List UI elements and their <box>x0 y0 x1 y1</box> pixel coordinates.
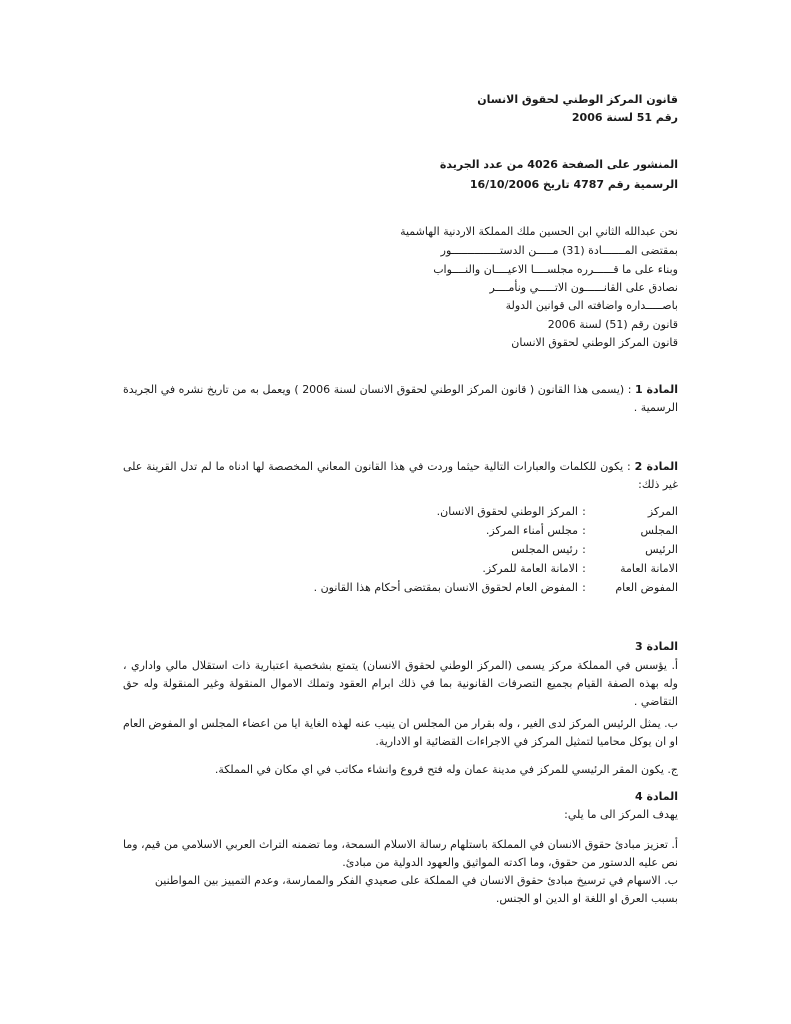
publication-line-1: المنشور على الصفحة 4026 من عدد الجريدة <box>439 158 678 171</box>
preamble-line: وبناء على ما قــــــرره مجلســــا الاعيــــان والنــــواب <box>433 263 678 276</box>
definition-separator: : <box>582 562 586 575</box>
preamble-line: باصـــــداره واضافته الى قوانين الدولة <box>505 299 678 312</box>
definition-term: الرئيس <box>645 543 678 556</box>
article-4-clause-a: أ. تعزيز مبادئ حقوق الانسان في المملكة باستلهام رسالة الاسلام السمحة، وما تضمنه التراث العربي الاسلامي من قيم، وما نص عليه الدستور من حقوق، وما اكدته المواثيق والعهود الدولية من مبادئ. <box>123 838 678 869</box>
definition-meaning: المركز الوطني لحقوق الانسان. <box>436 505 578 518</box>
definition-separator: : <box>582 505 586 518</box>
definition-separator: : <box>582 543 586 556</box>
article-3-label: المادة 3 <box>634 640 678 653</box>
article-3-clause-b: ب. يمثل الرئيس المركز لدى الغير ، وله بقرار من المجلس ان ينيب عنه لهذه الغاية ايا من اعضاء المجلس او المفوض العام او ان يوكل محاميا لتمثيل المركز في الاجراءات القضائية او الادارية. <box>123 717 678 748</box>
article-1-text: : (يسمى هذا القانون ( قانون المركز الوطني لحقوق الانسان لسنة 2006 ) ويعمل به من تاريخ نشره في الجريدة الرسمية . <box>123 383 678 414</box>
definitions-list <box>123 505 678 605</box>
preamble-line: قانون المركز الوطني لحقوق الانسان <box>511 336 678 349</box>
article-2-text: : يكون للكلمات والعبارات التالية حيثما وردت في هذا القانون المعاني المخصصة لها ادناه ما لم تدل القرينة على غير ذلك: <box>123 460 678 491</box>
article-4-label: المادة 4 <box>634 790 678 803</box>
law-number: رقم 51 لسنة 2006 <box>571 111 678 124</box>
article-1 <box>123 381 678 417</box>
preamble-line: نحن عبدالله الثاني ابن الحسين ملك المملكة الاردنية الهاشمية <box>400 225 678 238</box>
definition-separator: : <box>582 581 586 594</box>
definition-separator: : <box>582 524 586 537</box>
definition-meaning: المفوض العام لحقوق الانسان بمقتضى أحكام هذا القانون . <box>313 581 578 594</box>
definition-row <box>314 581 678 595</box>
definition-term: المجلس <box>640 524 678 537</box>
definition-meaning: الامانة العامة للمركز. <box>482 562 578 575</box>
article-2 <box>123 458 678 494</box>
article-4-clause-b: ب. الاسهام في ترسيخ مبادئ حقوق الانسان في المملكة على صعيدي الفكر والممارسة، وعدم التمييز بين المواطنين <box>154 874 678 887</box>
definition-meaning: مجلس أمناء المركز. <box>485 524 578 537</box>
definition-term: المفوض العام <box>615 581 678 594</box>
definition-meaning: رئيس المجلس <box>511 543 578 556</box>
article-1-label: المادة 1 <box>634 383 679 396</box>
definition-row <box>486 524 678 538</box>
article-2-label: المادة 2 <box>634 460 679 473</box>
definition-row <box>511 543 678 557</box>
preamble-line: قانون رقم (51) لسنة 2006 <box>547 318 678 331</box>
definition-row <box>437 505 678 519</box>
law-title: قانون المركز الوطني لحقوق الانسان <box>477 93 678 106</box>
article-4-clause-b-cont: بسبب العرق او اللغة او الدين او الجنس. <box>495 892 678 905</box>
preamble-line: بمقتضى المـــــــادة (31) مـــــن الدستـــــــــــــــور <box>440 244 678 257</box>
definition-term: الامانة العامة <box>620 562 678 575</box>
article-3-clause-a: أ. يؤسس في المملكة مركز يسمى (المركز الوطني لحقوق الانسان) يتمتع بشخصية اعتبارية ذات استقلال مالي واداري ، وله بهذه الصفة القيام بجميع التصرفات القانونية بما في ذلك ابرام العقود وتملك الاموال المنقولة وغير المنقولة وله حق التقاضي . <box>123 659 678 708</box>
preamble-line: نصادق على القانــــــون الاتـــــي ونأمــــر <box>489 281 678 294</box>
article-3-clause-c: ج. يكون المقر الرئيسي للمركز في مدينة عمان وله فتح فروع وانشاء مكاتب في اي مكان في المملكة. <box>214 763 678 776</box>
definition-term: المركز <box>647 505 678 518</box>
definition-row <box>482 562 678 576</box>
publication-line-2: الرسمية رقم 4787 تاريخ 16/10/2006 <box>469 178 678 191</box>
article-4-intro: يهدف المركز الى ما يلي: <box>564 808 678 821</box>
